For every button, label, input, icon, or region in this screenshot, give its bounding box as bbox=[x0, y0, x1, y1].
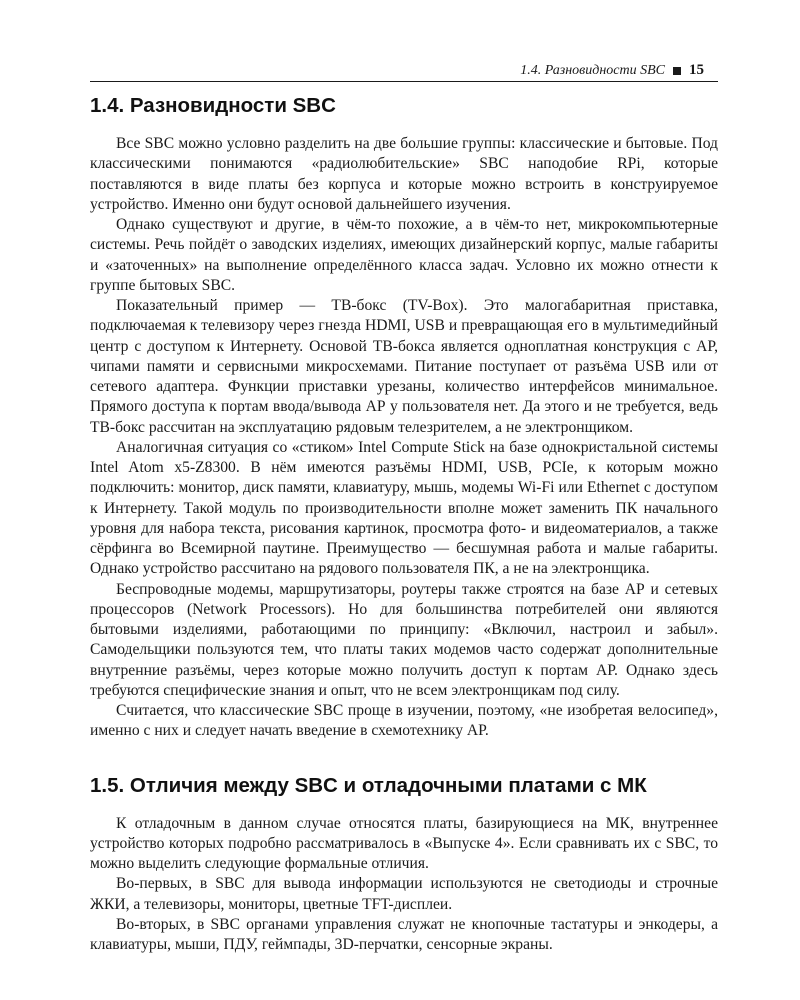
running-title: 1.4. Разновидности SBC bbox=[520, 62, 665, 78]
square-marker-icon bbox=[673, 67, 681, 75]
running-header bbox=[520, 62, 704, 79]
paragraph: Во-вторых, в SBC органами управления служат не кнопочные тастатуры и энкодеры, а клавиатуры, мыши, ПДУ, геймпады, 3D-перчатки, сенсорные экраны. bbox=[90, 915, 718, 953]
paragraph: Все SBC можно условно разделить на две большие группы: классические и бытовые. Под классическими понимаются «радиолюбительские» SBC наподобие RPi, которые поставляются в виде платы без корпуса и которые можно встроить в конструируемое устройство. Именно они будут основой дальнейшего изучения. bbox=[90, 135, 718, 213]
paragraph: Считается, что классические SBC проще в изучении, поэтому, «не изобретая велосипед», именно с них и следует начать введение в схемотехнику АР. bbox=[90, 702, 718, 740]
page-body bbox=[90, 90, 718, 955]
paragraph: К отладочным в данном случае относятся платы, базирующиеся на МК, внутреннее устройство которых подробно рассматривалось в «Выпуске 4». Если сравнивать их с SBC, то можно выделить следующие формальные отличия. bbox=[90, 814, 718, 872]
paragraph: Показательный пример — ТВ-бокс (TV-Box). Это малогабаритная приставка, подключаемая к телевизору через гнезда HDMI, USB и превращающая его в мультимедийный центр с доступом к Интернету. Основой ТВ-бокса является одноплатная конструкция с АР, чипами памяти и сервисными микросхемами. Питание поступает от разъёма USB или от сетевого адаптера. Функции приставки урезаны, количество интерфейсов минимальное. Прямого доступа к портам ввода/вывода АР у пользователя нет. Да этого и не требуется, ведь ТВ-бокс рассчитан на эксплуатацию рядовым телезрителем, а не электронщиком. bbox=[90, 297, 718, 436]
paragraph: Беспроводные модемы, маршрутизаторы, роутеры также строятся на базе АР и сетевых процессоров (Network Processors). Но для большинства потребителей они являются бытовыми изделиями, работающими по принципу: «Включил, настроил и забыл». Самодельщики пользуются тем, что платы таких модемов часто содержат дополнительные внутренние разъёмы, через которые можно получить доступ к портам АР. Однако здесь требуются специфические знания и опыт, что не всем электронщикам под силу. bbox=[90, 580, 718, 699]
page-number: 15 bbox=[689, 62, 704, 78]
section-heading-1-4: 1.4. Разновидности SBC bbox=[90, 94, 336, 117]
section-heading-1-5: 1.5. Отличия между SBC и отладочными платами с МК bbox=[90, 773, 647, 797]
header-rule bbox=[90, 81, 718, 82]
paragraph: Во-первых, в SBC для вывода информации используются не светодиоды и строчные ЖКИ, а телевизоры, мониторы, цветные TFT-дисплеи. bbox=[90, 875, 718, 913]
paragraph: Однако существуют и другие, в чём-то похожие, а в чём-то нет, микрокомпьютерные системы. Речь пойдёт о заводских изделиях, имеющих дизайнерский корпус, малые габариты и «заточенных» на выполнение определённого класса задач. Условно их можно отнести к группе бытовых SBC. bbox=[90, 216, 718, 294]
paragraph: Аналогичная ситуация со «стиком» Intel Compute Stick на базе однокристальной системы Intel Atom x5-Z8300. В нём имеются разъёмы HDMI, USB, PCIe, к которым можно подключить: монитор, диск памяти, клавиатуру, мышь, модемы Wi-Fi или Ethernet с доступом к Интернету. Такой модуль по производительности вполне может заменить ПК начального уровня для набора текста, рисования картинок, просмотра фото- и видеоматериалов, а также сёрфинга во Всемирной паутине. Преимущество — бесшумная работа и малые габариты. Однако устройство рассчитано на рядового пользователя ПК, а не на электронщика. bbox=[90, 438, 718, 578]
